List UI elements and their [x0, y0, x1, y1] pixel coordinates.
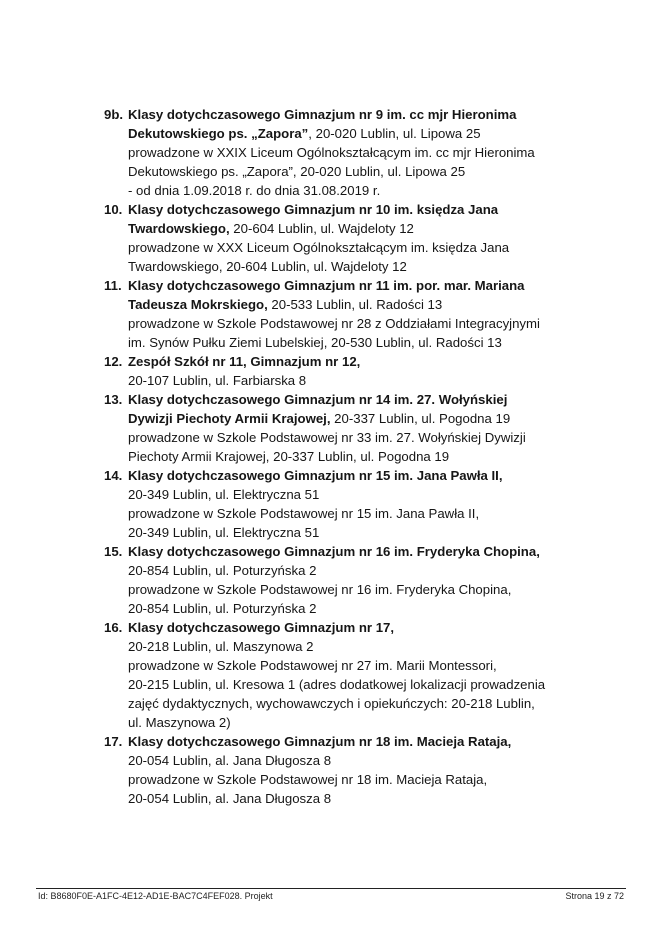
list-item-line: [128, 523, 574, 542]
regular-text: prowadzone w Szkole Podstawowej nr 15 im. Jana Pawła II,: [128, 506, 480, 521]
list-item-line: [128, 561, 574, 580]
bold-text: Klasy dotychczasowego Gimnazjum nr 14 im. 27. Wołyńskiej: [128, 392, 508, 407]
list-item-number: 13.: [104, 392, 123, 407]
bold-text: Klasy dotychczasowego Gimnazjum nr 15 im. Jana Pawła II,: [128, 468, 503, 483]
list-item-line: [128, 713, 574, 732]
list-item: [104, 542, 574, 618]
bold-text: Klasy dotychczasowego Gimnazjum nr 18 im. Macieja Rataja,: [128, 734, 512, 749]
bold-text: Klasy dotychczasowego Gimnazjum nr 9 im. cc mjr Hieronima: [128, 107, 517, 122]
list-item-line: [128, 656, 574, 675]
list-item-line: [128, 352, 574, 371]
bold-text: Dekutowskiego ps. „Zapora”: [128, 126, 309, 141]
list-item: [104, 732, 574, 808]
regular-text: 20-349 Lublin, ul. Elektryczna 51: [128, 487, 320, 502]
regular-text: 20-533 Lublin, ul. Radości 13: [267, 297, 443, 312]
regular-text: - od dnia 1.09.2018 r. do dnia 31.08.2019 r.: [128, 183, 381, 198]
list-item-number: 10.: [104, 202, 123, 217]
list-item-line: [128, 485, 574, 504]
school-list: [104, 105, 574, 808]
list-item-line: [128, 694, 574, 713]
regular-text: 20-854 Lublin, ul. Poturzyńska 2: [128, 601, 317, 616]
bold-text: Klasy dotychczasowego Gimnazjum nr 16 im. Fryderyka Chopina,: [128, 544, 540, 559]
list-item: [104, 352, 574, 390]
list-item-line: [128, 675, 574, 694]
list-item-line: [128, 162, 574, 181]
list-item-line: [128, 466, 574, 485]
regular-text: prowadzone w Szkole Podstawowej nr 28 z Oddziałami Integracyjnymi: [128, 316, 540, 331]
list-item-line: [128, 732, 574, 751]
regular-text: prowadzone w Szkole Podstawowej nr 27 im. Marii Montessori,: [128, 658, 497, 673]
list-item-number: 11.: [104, 278, 122, 293]
regular-text: im. Synów Pułku Ziemi Lubelskiej, 20-530 Lublin, ul. Radości 13: [128, 335, 502, 350]
footer-divider: [36, 888, 626, 889]
regular-text: 20-337 Lublin, ul. Pogodna 19: [330, 411, 511, 426]
list-item-line: [128, 637, 574, 656]
list-item-line: [128, 238, 574, 257]
list-item-number: 16.: [104, 620, 123, 635]
list-item-line: [128, 143, 574, 162]
regular-text: 20-349 Lublin, ul. Elektryczna 51: [128, 525, 320, 540]
regular-text: prowadzone w XXX Liceum Ogólnokształcącym im. księdza Jana: [128, 240, 510, 255]
bold-text: Klasy dotychczasowego Gimnazjum nr 17,: [128, 620, 395, 635]
list-item-line: [128, 751, 574, 770]
regular-text: Twardowskiego, 20-604 Lublin, ul. Wajdeloty 12: [128, 259, 407, 274]
list-item-line: [128, 504, 574, 523]
list-item-line: [128, 295, 574, 314]
list-item-line: [128, 371, 574, 390]
list-item-number: 17.: [104, 734, 123, 749]
bold-text: Zespół Szkół nr 11, Gimnazjum nr 12,: [128, 354, 361, 369]
list-item: [104, 105, 574, 200]
footer-document-id: Id: B8680F0E-A1FC-4E12-AD1E-BAC7C4FEF028. Projekt: [38, 891, 273, 901]
list-item-line: [128, 105, 574, 124]
list-item-line: [128, 542, 574, 561]
list-item-line: [128, 124, 574, 143]
regular-text: 20-218 Lublin, ul. Maszynowa 2: [128, 639, 314, 654]
regular-text: Dekutowskiego ps. „Zapora”, 20-020 Lublin, ul. Lipowa 25: [128, 164, 466, 179]
regular-text: prowadzone w XXIX Liceum Ogólnokształcącym im. cc mjr Hieronima: [128, 145, 535, 160]
regular-text: 20-604 Lublin, ul. Wajdeloty 12: [229, 221, 414, 236]
list-item-number: 14.: [104, 468, 123, 483]
list-item: [104, 466, 574, 542]
list-item: [104, 390, 574, 466]
bold-text: Tadeusza Mokrskiego,: [128, 297, 268, 312]
regular-text: Piechoty Armii Krajowej, 20-337 Lublin, ul. Pogodna 19: [128, 449, 450, 464]
regular-text: 20-054 Lublin, al. Jana Długosza 8: [128, 791, 332, 806]
list-item-line: [128, 257, 574, 276]
list-item-line: [128, 333, 574, 352]
regular-text: ul. Maszynowa 2): [128, 715, 231, 730]
list-item-line: [128, 314, 574, 333]
regular-text: prowadzone w Szkole Podstawowej nr 18 im. Macieja Rataja,: [128, 772, 488, 787]
list-item-line: [128, 390, 574, 409]
list-item-line: [128, 447, 574, 466]
list-item-number: 9b.: [104, 107, 124, 122]
list-item-line: [128, 580, 574, 599]
list-item-line: [128, 409, 574, 428]
list-item-line: [128, 599, 574, 618]
bold-text: Klasy dotychczasowego Gimnazjum nr 10 im. księdza Jana: [128, 202, 499, 217]
list-item-number: 15.: [104, 544, 123, 559]
regular-text: prowadzone w Szkole Podstawowej nr 16 im. Fryderyka Chopina,: [128, 582, 512, 597]
bold-text: Dywizji Piechoty Armii Krajowej,: [128, 411, 331, 426]
list-item-line: [128, 428, 574, 447]
list-item-line: [128, 200, 574, 219]
list-item-line: [128, 181, 574, 200]
regular-text: 20-854 Lublin, ul. Poturzyńska 2: [128, 563, 317, 578]
list-item-line: [128, 276, 574, 295]
regular-text: 20-215 Lublin, ul. Kresowa 1 (adres dodatkowej lokalizacji prowadzenia: [128, 677, 546, 692]
list-item-number: 12.: [104, 354, 123, 369]
bold-text: Klasy dotychczasowego Gimnazjum nr 11 im. por. mar. Mariana: [128, 278, 525, 293]
regular-text: 20-107 Lublin, ul. Farbiarska 8: [128, 373, 307, 388]
regular-text: prowadzone w Szkole Podstawowej nr 33 im. 27. Wołyńskiej Dywizji: [128, 430, 526, 445]
list-item-line: [128, 789, 574, 808]
bold-text: Twardowskiego,: [128, 221, 230, 236]
footer-page-number: Strona 19 z 72: [565, 891, 624, 901]
list-item: [104, 200, 574, 276]
list-item-line: [128, 618, 574, 637]
regular-text: , 20-020 Lublin, ul. Lipowa 25: [308, 126, 481, 141]
list-item-line: [128, 770, 574, 789]
list-item-line: [128, 219, 574, 238]
list-item: [104, 618, 574, 732]
list-item: [104, 276, 574, 352]
regular-text: zajęć dydaktycznych, wychowawczych i opiekuńczych: 20-218 Lublin,: [128, 696, 535, 711]
regular-text: 20-054 Lublin, al. Jana Długosza 8: [128, 753, 332, 768]
